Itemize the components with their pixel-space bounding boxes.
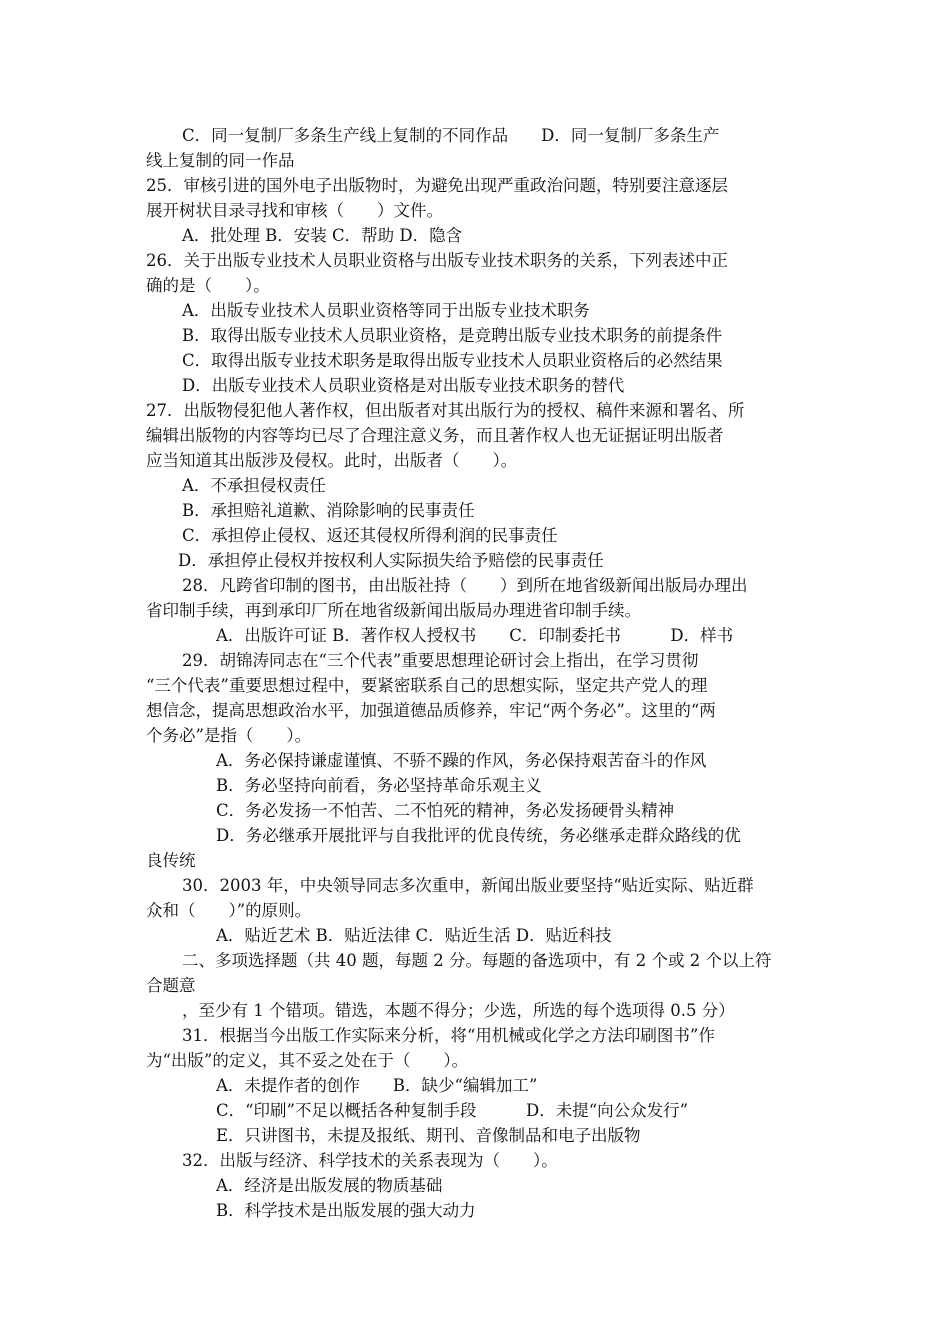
question-31: 31．根据当今出版工作实际来分析，将“用机械或化学之方法印刷图书”作 [182, 1026, 715, 1045]
question-32: 32．出版与经济、科学技术的关系表现为（ ）。 [182, 1151, 558, 1170]
text-line: 想信念，提高思想政治水平，加强道德品质修养，牢记“两个务必”。这里的“两 [146, 701, 716, 720]
option-line: A．未提作者的创作 B．缺少“编辑加工” [216, 1076, 538, 1095]
option-line: A．出版许可证 B．著作权人授权书 C．印制委托书 D．样书 [216, 626, 734, 645]
text-line: 为“出版”的定义，其不妥之处在于（ ）。 [146, 1051, 469, 1070]
text-line: 线上复制的同一作品 [146, 151, 295, 170]
text-line: ，至少有 1 个错项。错选，本题不得分；少选，所选的每个选项得 0.5 分） [182, 1001, 735, 1020]
option-line: C．承担停止侵权、返还其侵权所得利润的民事责任 [182, 526, 558, 545]
question-28: 28．凡跨省印制的图书，由出版社持（ ）到所在地省级新闻出版局办理出 [182, 576, 748, 595]
option-line: B．承担赔礼道歉、消除影响的民事责任 [182, 501, 475, 520]
text-line: 个务必”是指（ ）。 [146, 726, 312, 745]
option-line: A．经济是出版发展的物质基础 [216, 1176, 443, 1195]
option-line: E．只讲图书，未提及报纸、期刊、音像制品和电子出版物 [216, 1126, 641, 1145]
question-25: 25．审核引进的国外电子出版物时，为避免出现严重政治问题，特别要注意逐层 [146, 176, 728, 195]
option-line: B．务必坚持向前看，务必坚持革命乐观主义 [216, 776, 542, 795]
option-line: B．取得出版专业技术人员职业资格，是竞聘出版专业技术职务的前提条件 [182, 326, 723, 345]
option-line: A．不承担侵权责任 [182, 476, 326, 495]
question-26: 26．关于出版专业技术人员职业资格与出版专业技术职务的关系，下列表述中正 [146, 251, 728, 270]
text-line: 众和（ ）”的原则。 [146, 901, 312, 920]
option-line: D．出版专业技术人员职业资格是对出版专业技术职务的替代 [182, 376, 625, 395]
question-27: 27．出版物侵犯他人著作权，但出版者对其出版行为的授权、稿件来源和署名、所 [146, 401, 745, 420]
text-line: 良传统 [146, 851, 196, 870]
option-line: A．贴近艺术 B．贴近法律 C．贴近生活 D．贴近科技 [216, 926, 612, 945]
text-line: 编辑出版物的内容等均已尽了合理注意义务，而且著作权人也无证据证明出版者 [146, 426, 724, 445]
option-line: B．科学技术是出版发展的强大动力 [216, 1201, 476, 1220]
text-line: 合题意 [146, 976, 196, 995]
option-line: D．承担停止侵权并按权利人实际损失给予赔偿的民事责任 [178, 551, 604, 570]
question-29: 29．胡锦涛同志在“三个代表”重要思想理论研讨会上指出，在学习贯彻 [182, 651, 699, 670]
option-line: C．同一复制厂多条生产线上复制的不同作品 D．同一复制厂多条生产 [182, 126, 720, 145]
option-line: D．务必继承开展批评与自我批评的优良传统，务必继承走群众路线的优 [216, 826, 741, 845]
option-line: C．务必发扬一不怕苦、二不怕死的精神，务必发扬硬骨头精神 [216, 801, 675, 820]
text-line: 应当知道其出版涉及侵权。此时，出版者（ ）。 [146, 451, 518, 470]
option-line: C．取得出版专业技术职务是取得出版专业技术人员职业资格后的必然结果 [182, 351, 723, 370]
question-30: 30．2003 年，中央领导同志多次重申，新闻出版业要坚持“贴近实际、贴近群 [182, 876, 754, 895]
option-line: A．务必保持谦虚谨慎、不骄不躁的作风，务必保持艰苦奋斗的作风 [216, 751, 707, 770]
option-line: A．批处理 B．安装 C．帮助 D．隐含 [182, 226, 463, 245]
section-heading: 二、多项选择题（共 40 题，每题 2 分。每题的备选项中，有 2 个或 2 个以上符 [182, 951, 772, 970]
text-line: 确的是（ ）。 [146, 276, 270, 295]
text-line: 省印制手续，再到承印厂所在地省级新闻出版局办理进省印制手续。 [146, 601, 641, 620]
option-line: A．出版专业技术人员职业资格等同于出版专业技术职务 [182, 301, 590, 320]
text-line: 展开树状目录寻找和审核（ ）文件。 [146, 201, 443, 220]
text-line: “三个代表”重要思想过程中，要紧密联系自己的思想实际，坚定共产党人的理 [146, 676, 708, 695]
option-line: C．“印刷”不足以概括各种复制手段 D．未提“向公众发行” [216, 1101, 689, 1120]
